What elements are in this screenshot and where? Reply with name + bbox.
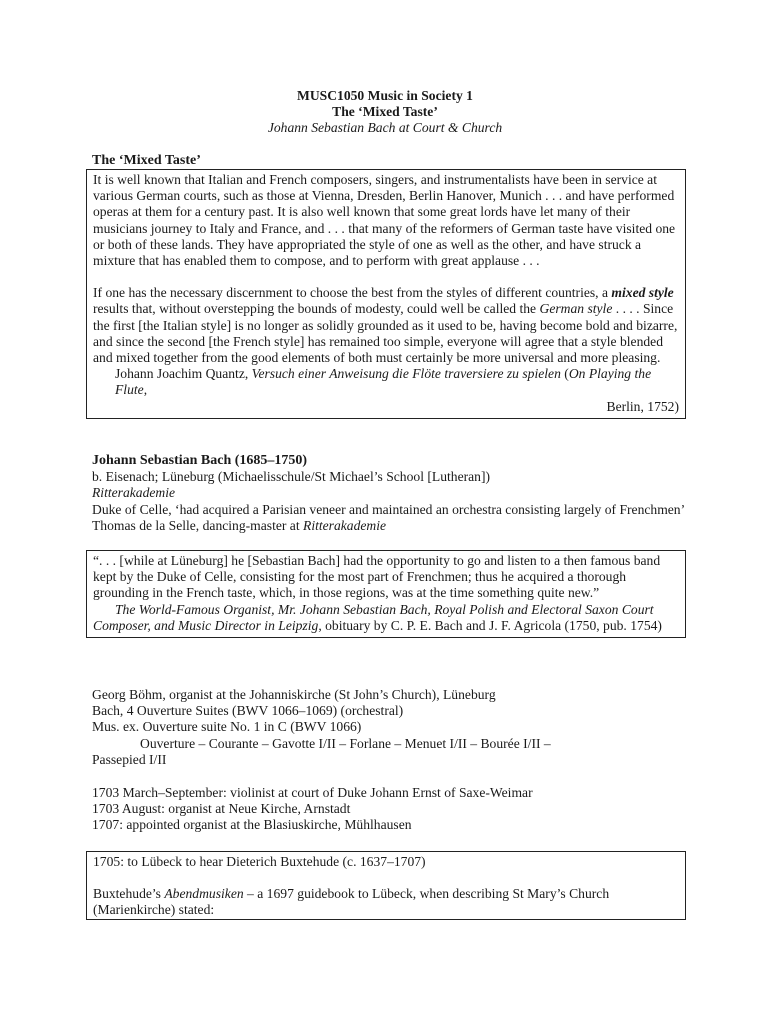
- citation-comma: ,: [143, 382, 148, 398]
- guidebook-text: – a 1697 guidebook to Lübeck, when describing St Mary’s Church (Marienkirche) stated:: [93, 886, 610, 918]
- citation-place: Berlin, 1752): [606, 398, 679, 414]
- obituary-authors: , obituary by C. P. E. Bach and J. F. Agricola (1750, pub. 1754): [318, 617, 662, 633]
- obituary-quote-box: [86, 550, 686, 638]
- section-heading-mixed-taste: The ‘Mixed Taste’: [92, 153, 201, 168]
- suites-section: [92, 687, 686, 768]
- para2-text-a: If one has the necessary discernment to choose the best from the styles of different countries, a: [93, 285, 612, 301]
- document-header: [90, 88, 680, 137]
- obituary-quote: “. . . [while at Lüneburg] he [Sebastian Bach] had the opportunity to go and listen to a then famous band kept by the Duke of Celle, consisting for the most part of Frenchmen; thus he acquired a thorough grounding in the French taste, which, in those regions, was at the time something quite new.”: [93, 553, 661, 601]
- bio-line-eisenach: b. Eisenach; Lüneburg (Michaelisschule/St Michael’s School [Lutheran]): [92, 469, 491, 485]
- quantz-quote-box: [86, 169, 686, 419]
- lecture-subtitle: Johann Sebastian Bach at Court & Church: [267, 120, 503, 136]
- buxtehude-text: Buxtehude’s: [93, 886, 165, 902]
- para2-text-e: . . . . Since the first [the Italian style] is no longer as solidly grounded as it used to be, having become bold and bizarre, and since the second [the French style] has remained too simple, everyone will agree that a style blended and mixed together from the good elements of both must certainly be more universal and more pleasing.: [93, 301, 678, 366]
- german-style-term: German style: [539, 301, 613, 317]
- bio-line-ritterakademie: Ritterakademie: [92, 485, 176, 501]
- quantz-paragraph-1: It is well known that Italian and French composers, singers, and instrumentalists have been in service at various German courts, such as those at Vienna, Dresden, Berlin Hanover, Munich . . . and have performed operas at them for a century past. It is also well known that some great lords have let many of their musicians journey to Italy and France, and . . . that many of the reformers of German taste have visited one or both of these lands. They have appropriated the style of one as well as the other, and have struck a mixture that has enabled them to compose, and to perform with great applause . . .: [93, 172, 676, 269]
- citation-author: Johann Joachim Quantz,: [115, 366, 252, 382]
- abendmusiken-line: [93, 886, 679, 918]
- career-line-weimar: 1703 March–September: violinist at court of Duke Johann Ernst of Saxe-Weimar: [92, 785, 533, 800]
- para2-text-c: results that, without overstepping the bounds of modesty, could well be called the: [93, 301, 540, 317]
- mixed-style-term: mixed style: [611, 285, 674, 301]
- lecture-title: The ‘Mixed Taste’: [332, 104, 438, 120]
- career-line-muhlhausen: 1707: appointed organist at the Blasiuskirche, Mühlhausen: [92, 817, 412, 833]
- citation-paren-open: (: [560, 366, 569, 382]
- lubeck-box: [86, 851, 686, 920]
- selle-ritterakademie: Ritterakademie: [303, 517, 387, 533]
- bohm-line: Georg Böhm, organist at the Johanniskirche (St John’s Church), Lüneburg: [92, 687, 496, 702]
- quantz-paragraph-2: [93, 285, 679, 366]
- career-line-arnstadt: 1703 August: organist at Neue Kirche, Arnstadt: [92, 801, 351, 817]
- movements-line: Ouverture – Courante – Gavotte I/II – Forlane – Menuet I/II – Bourée I/II –: [140, 735, 551, 751]
- obituary-citation: [93, 602, 679, 634]
- movements-line-cont: Passepied I/II: [92, 751, 167, 767]
- citation-translation: On Playing the Flute: [115, 366, 652, 398]
- bio-line-duke-celle: Duke of Celle, ‘had acquired a Parisian veneer and maintained an orchestra consisting largely of Frenchmen’: [92, 501, 686, 517]
- mus-ex-line: Mus. ex. Ouverture suite No. 1 in C (BWV 1066): [92, 719, 362, 735]
- course-title: MUSC1050 Music in Society 1: [297, 88, 473, 103]
- bio-line-thomas-selle: [92, 518, 686, 534]
- section-heading-bach: Johann Sebastian Bach (1685–1750): [92, 453, 308, 468]
- career-section: [92, 785, 686, 834]
- bach-bio-section: [92, 453, 686, 534]
- selle-text: Thomas de la Selle, dancing-master at: [92, 517, 304, 533]
- quantz-citation: [93, 366, 679, 398]
- citation-title: Versuch einer Anweisung die Flöte traversiere zu spielen: [251, 366, 561, 382]
- suites-line: Bach, 4 Ouverture Suites (BWV 1066–1069) (orchestral): [92, 703, 404, 719]
- lubeck-line: 1705: to Lübeck to hear Dieterich Buxtehude (c. 1637–1707): [93, 854, 426, 869]
- abendmusiken-term: Abendmusiken: [164, 886, 244, 902]
- obituary-title: The World-Famous Organist, Mr. Johann Sebastian Bach, Royal Polish and Electoral Saxon Court Composer, and Music Director in Leipzig: [93, 601, 654, 633]
